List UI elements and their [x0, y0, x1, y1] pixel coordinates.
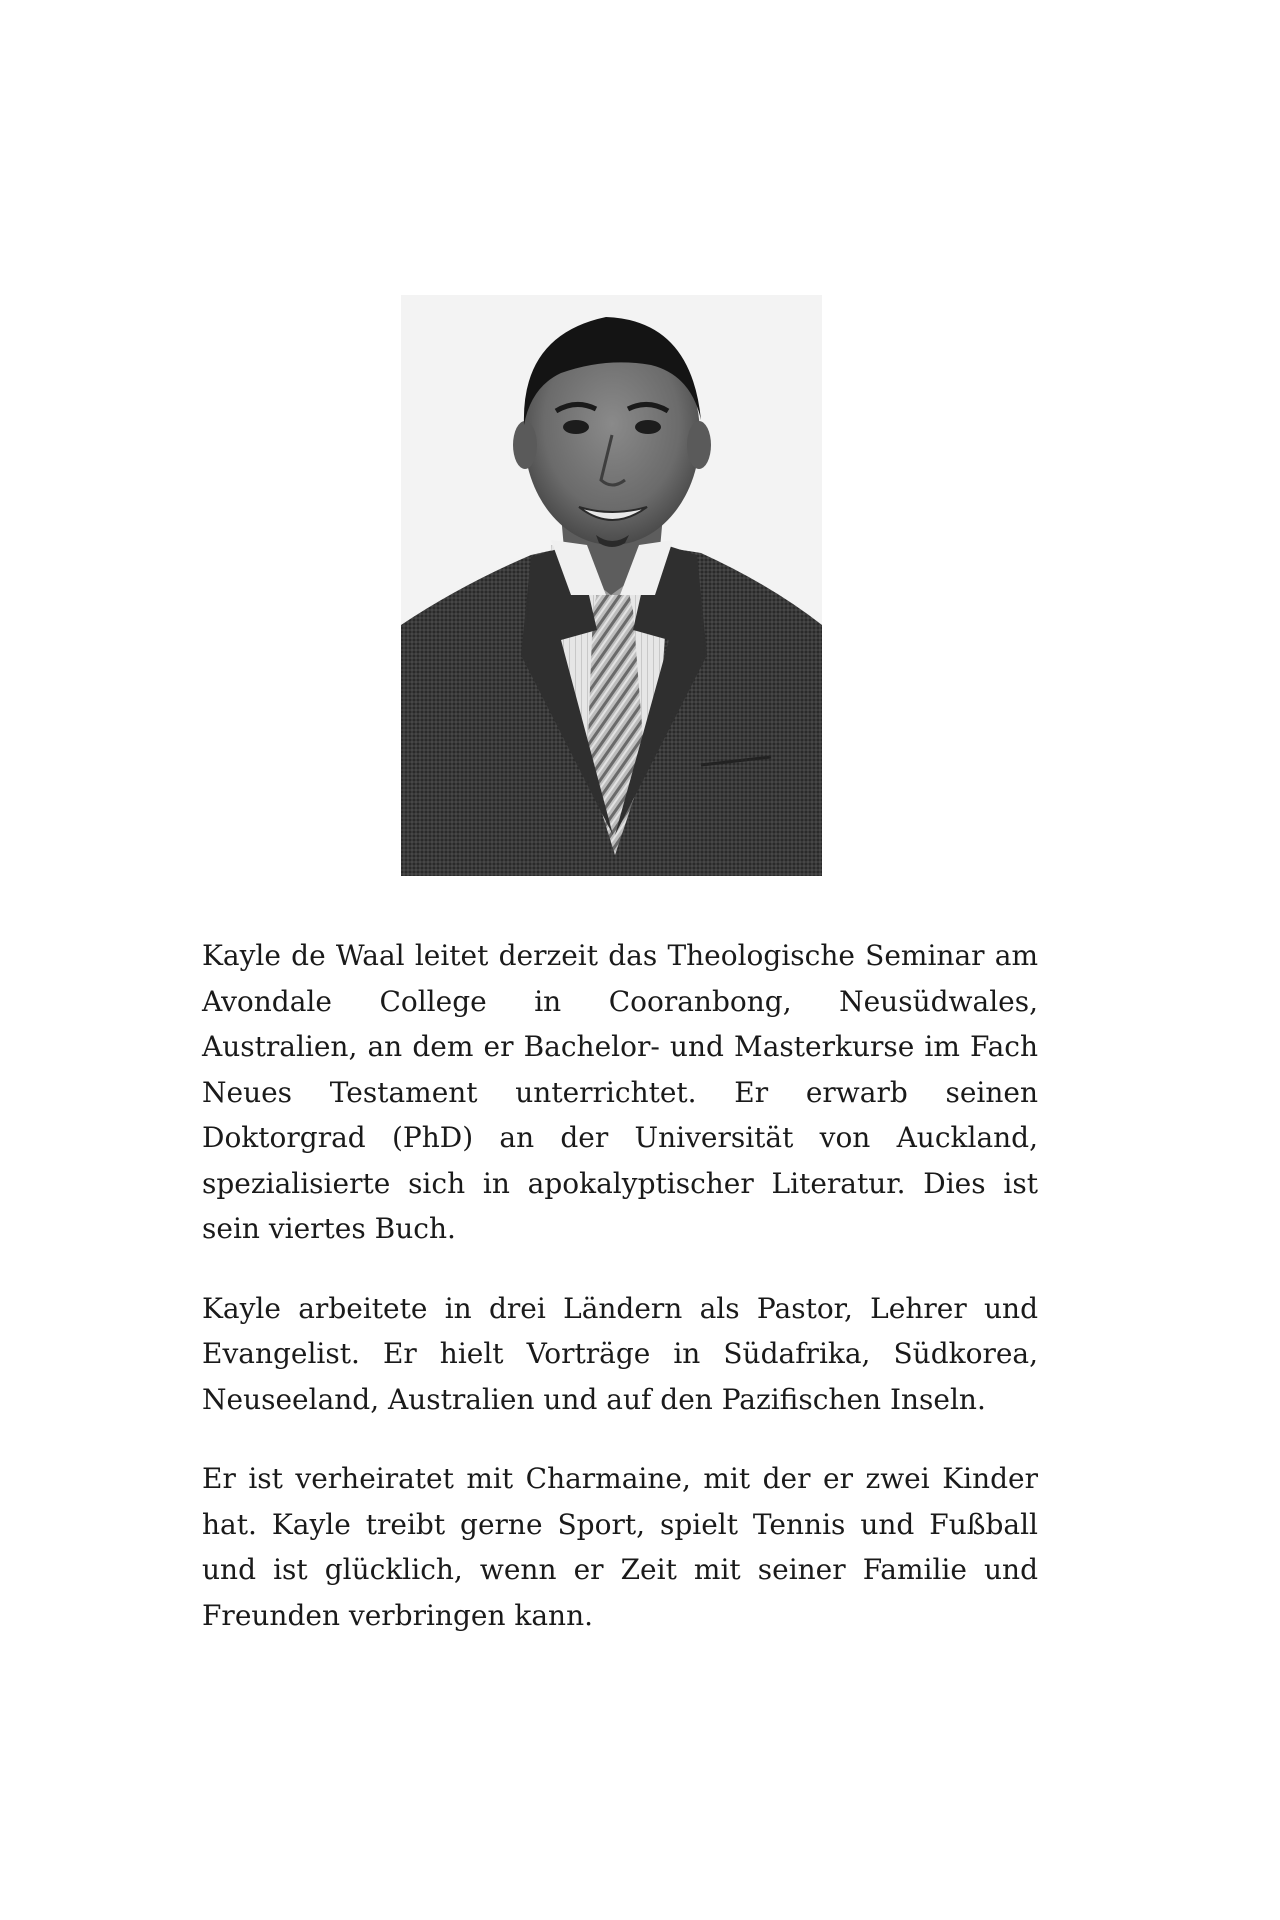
- bio-paragraph: Kayle arbeitete in drei Ländern als Pastor, Lehrer und Evangelist. Er hielt Vorträge in Südafrika, Südkorea, Neuseeland, Australien und auf den Pazifischen Inseln.: [202, 1291, 1038, 1416]
- portrait-icon: [401, 295, 822, 876]
- author-biography: [202, 933, 1038, 1638]
- bio-paragraph: Kayle de Waal leitet derzeit das Theologische Seminar am Avondale College in Cooranbong, Neusüdwales, Australien, an dem er Bachelor- und Masterkurse im Fach Neues Testament unterrichtet. Er erwarb seinen Doktorgrad (PhD) an der Universität von Auckland, spezialisierte sich in apokalyptischer Literatur. Dies ist sein viertes Buch.: [202, 939, 1038, 1245]
- bio-paragraph: Er ist verheiratet mit Charmaine, mit der er zwei Kinder hat. Kayle treibt gerne Sport, spielt Tennis und Fußball und ist glücklich, wenn er Zeit mit seiner Familie und Freunden verbringen kann.: [202, 1462, 1038, 1632]
- author-portrait-photo: [401, 295, 822, 876]
